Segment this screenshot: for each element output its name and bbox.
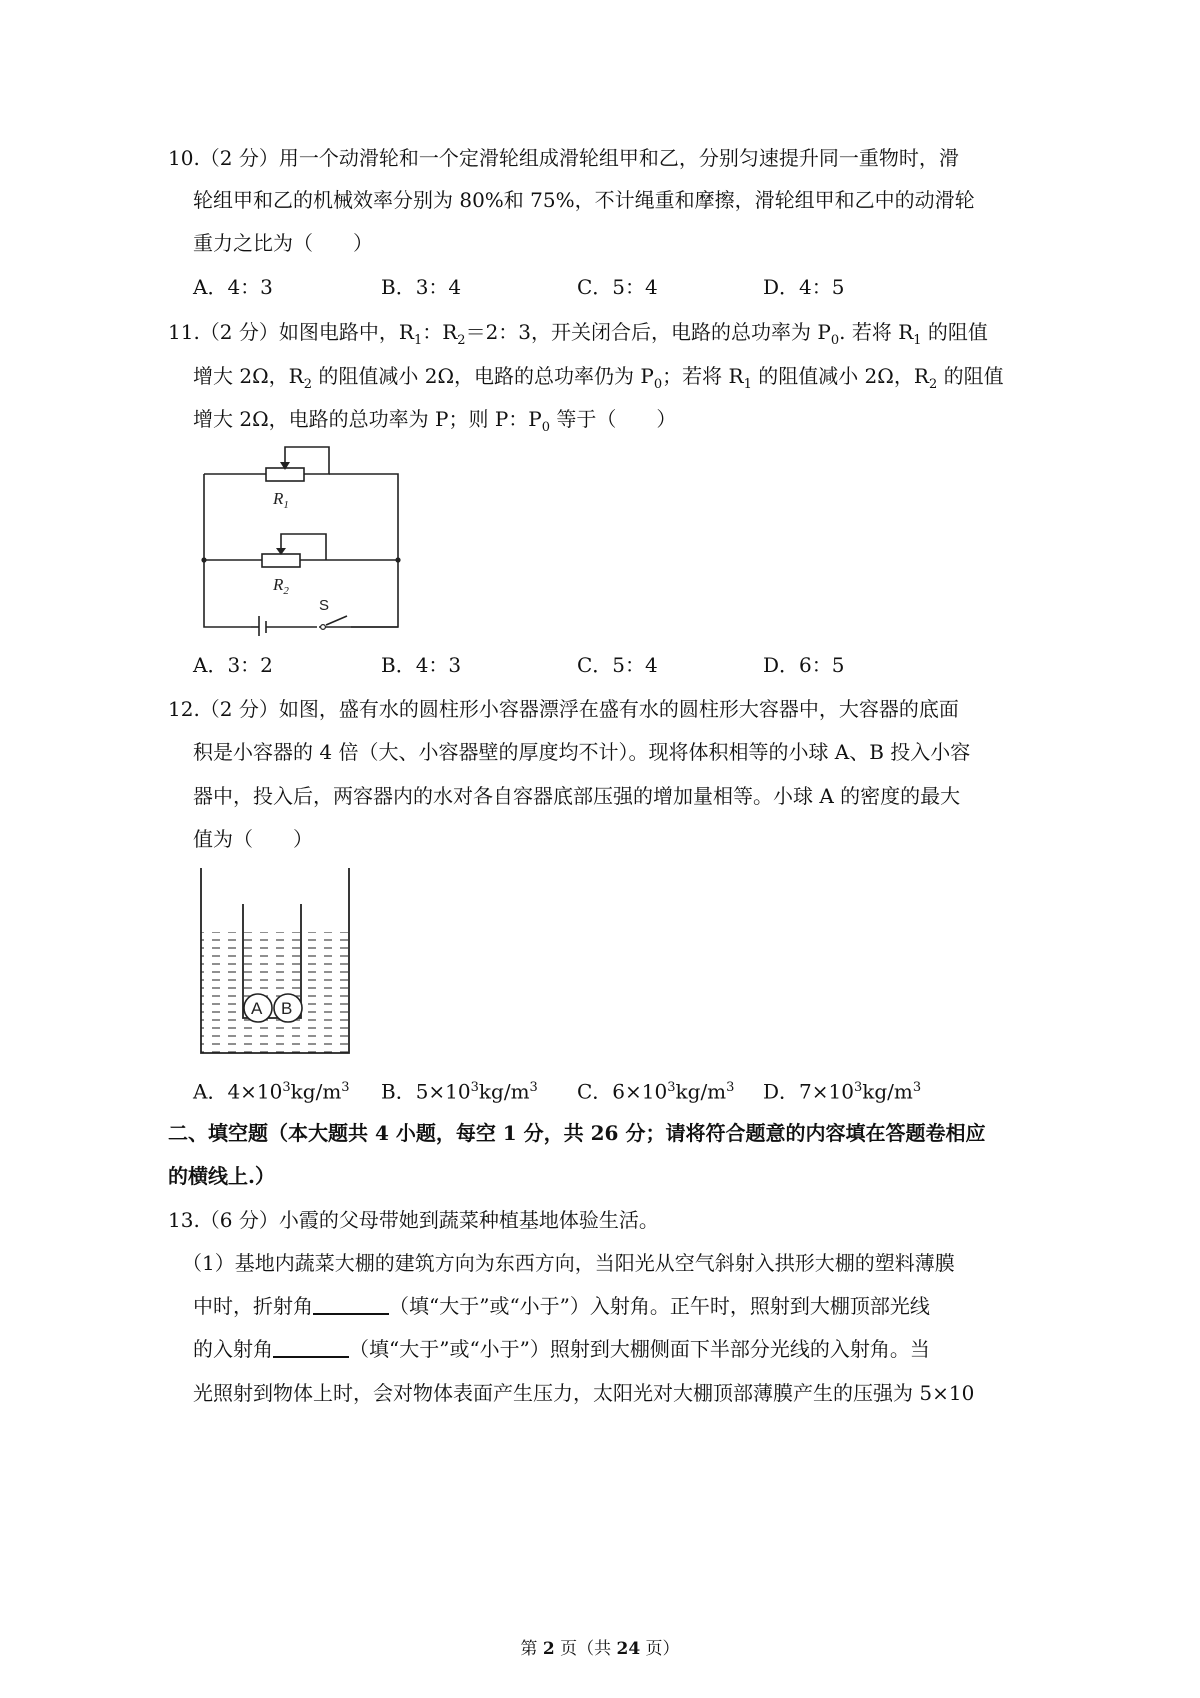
total-pages: 24 [616,1639,641,1659]
q12-option-a: A．$4\times 10^3kg/m^3$ [193,1079,350,1104]
answer-blank [313,1295,389,1315]
page-number: 2 [542,1639,555,1659]
ball-b-label: B [281,999,293,1018]
q12-line-1: 12.（2 分）如图，盛有水的圆柱形小容器漂浮在盛有水的圆柱形大容器中，大容器的底面 [168,697,959,721]
q10-option-c: C．5：4 [577,275,658,299]
q11-line-1: 11.（2 分）如图电路中，$R_1$：$R_2=2$：3，开关闭合后，电路的总功率为 $P_0$. 若将 $R_1$ 的阻值 [168,320,988,348]
ball-a-label: A [251,999,263,1018]
q12-option-d: D．$7\times 10^3kg/m^3$ [763,1079,922,1104]
q13-part1-line-3: 的入射角 （填“大于”或“小于”）照射到大棚侧面下半部分光线的入射角。当 [193,1337,930,1361]
q10-option-a: A．4：3 [193,275,273,299]
q12-option-c: C．$6\times 10^3kg/m^3$ [577,1079,735,1104]
q11-line-3: 增大 2Ω，电路的总功率为 P；则 P：$P_0$ 等于（ ） [193,407,677,435]
q13-part1-line-4: 光照射到物体上时，会对物体表面产生压力，太阳光对大棚顶部薄膜产生的压强为 5×10 [193,1381,975,1405]
q11-option-b: B．4：3 [381,653,462,677]
q13-part1-line-2: 中时，折射角 （填“大于”或“小于”）入射角。正午时，照射到大棚顶部光线 [193,1294,930,1318]
r2-label: R [273,575,284,594]
switch-label: S [319,597,330,614]
q10-line-2: 轮组甲和乙的机械效率分别为 80%和 75%，不计绳重和摩擦，滑轮组甲和乙中的动滑轮 [193,188,975,212]
page-footer: 第 2 页（共 24 页） [520,1639,680,1659]
q11-option-d: D．6：5 [763,653,845,677]
section-heading-line-1: 二、填空题（本大题共 4 小题，每空 1 分，共 26 分；请将符合题意的内容填在答题卷相应 [168,1121,986,1145]
q10-line-1: 10.（2 分）用一个动滑轮和一个定滑轮组成滑轮组甲和乙，分别匀速提升同一重物时，滑 [168,146,959,170]
q10-option-b: B．3：4 [381,275,462,299]
circuit-diagram [195,444,415,636]
r1-label: R [273,489,284,508]
q10-option-d: D．4：5 [763,275,845,299]
svg-text:R1: $R_1$ [273,489,289,511]
q10-line-3: 重力之比为（ ） [193,231,373,255]
q12-line-4: 值为（ ） [193,827,313,851]
q12-line-2: 积是小容器的 4 倍（大、小容器壁的厚度均不计）。现将体积相等的小球 A、B 投入小容 [193,740,971,764]
svg-text:R2: $R_2$ [273,575,289,597]
q12-line-3: 器中，投入后，两容器内的水对各自容器底部压强的增加量相等。小球 A 的密度的最大 [193,784,961,808]
q13-line-1: 13.（6 分）小霞的父母带她到蔬菜种植基地体验生活。 [168,1208,659,1232]
q13-part1-line-1: （1）基地内蔬菜大棚的建筑方向为东西方向，当阳光从空气斜射入拱形大棚的塑料薄膜 [182,1251,955,1275]
q11-line-2: 增大 2Ω，$R_2$ 的阻值减小 2Ω，电路的总功率仍为 $P_0$；若将 $R_1$ 的阻值减小 2Ω，$R_2$ 的阻值 [193,364,1004,392]
q12-option-b: B．$5\times 10^3kg/m^3$ [381,1079,538,1104]
section-heading-line-2: 的横线上.） [168,1164,275,1188]
answer-blank [273,1338,349,1358]
q11-option-c: C．5：4 [577,653,658,677]
containers-diagram [195,864,355,1059]
q11-option-a: A．3：2 [193,653,273,677]
